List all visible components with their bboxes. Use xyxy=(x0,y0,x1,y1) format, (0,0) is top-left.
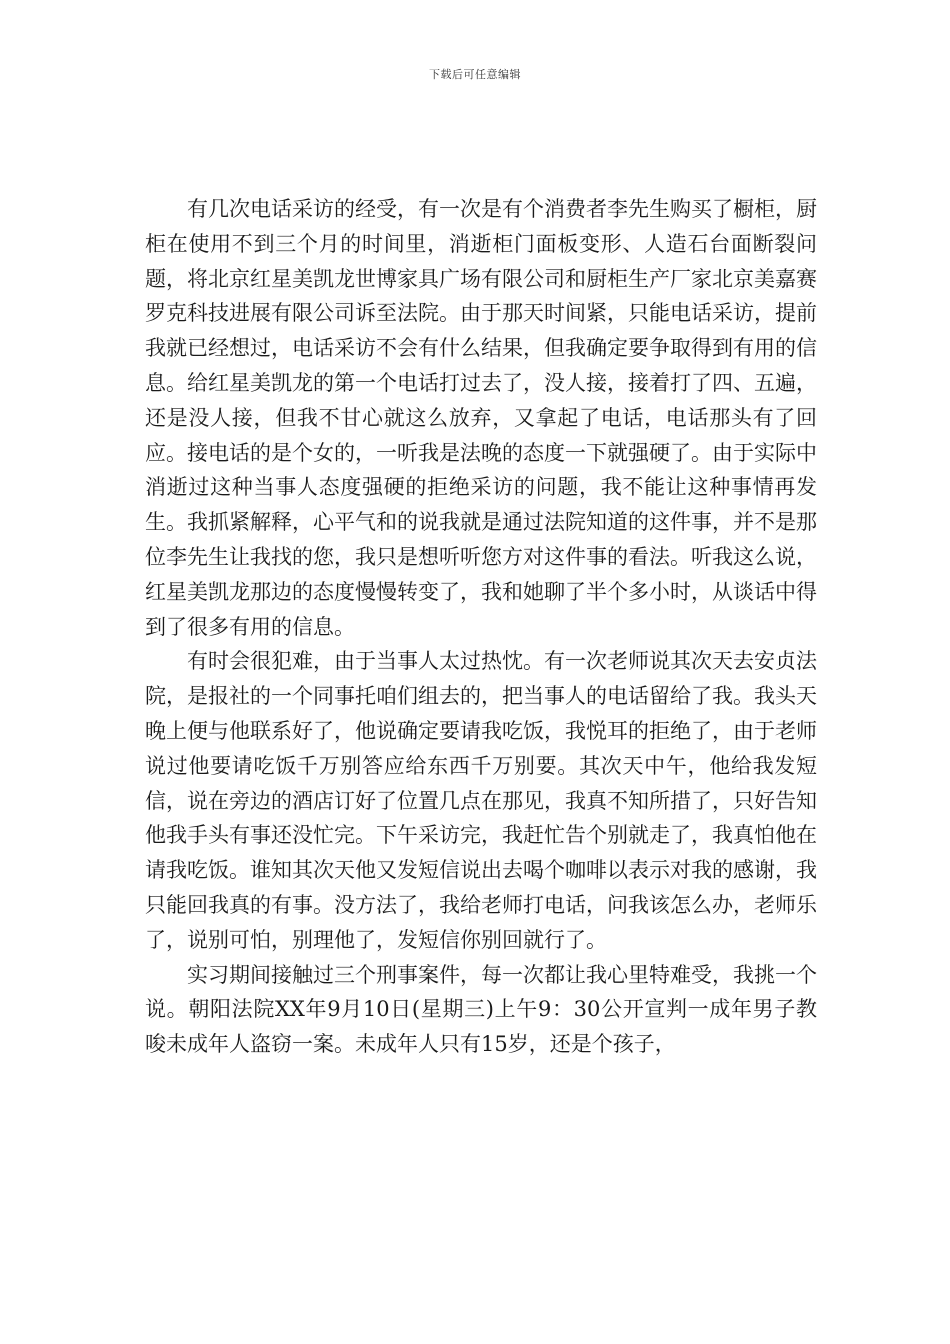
paragraph-enthusiastic-party: 有时会很犯难，由于当事人太过热忱。有一次老师说其次天去安贞法院，是报社的一个同事托咱们组去的，把当事人的电话留给了我。我头天晚上便与他联系好了，他说确定要请我吃饭，我悦耳的拒绝了，由于老师说过他要请吃饭千万别答应给东西千万别要。其次天中午，他给我发短信，说在旁边的酒店订好了位置几点在那见，我真不知所措了，只好告知他我手头有事还没忙完。下午采访完，我赶忙告个别就走了，我真怕他在请我吃饭。谁知其次天他又发短信说出去喝个咖啡以表示对我的感谢，我只能回我真的有事。没方法了，我给老师打电话，问我该怎么办，老师乐了，说别可怕，别理他了，发短信你别回就行了。 xyxy=(145,649,817,952)
page-header: 下载后可任意编辑 xyxy=(429,68,521,81)
document-body xyxy=(145,192,817,1062)
paragraph-phone-interview: 有几次电话采访的经受，有一次是有个消费者李先生购买了橱柜，厨柜在使用不到三个月的时间里，消逝柜门面板变形、人造石台面断裂问题，将北京红星美凯龙世博家具广场有限公司和厨柜生产厂家北京美嘉赛罗克科技进展有限公司诉至法院。由于那天时间紧，只能电话采访，提前我就已经想过，电话采访不会有什么结果，但我确定要争取得到有用的信息。给红星美凯龙的第一个电话打过去了，没人接，接着打了四、五遍，还是没人接，但我不甘心就这么放弃，又拿起了电话，电话那头有了回应。接电话的是个女的，一听我是法晚的态度一下就强硬了。由于实际中消逝过这种当事人态度强硬的拒绝采访的问题，我不能让这种事情再发生。我抓紧解释，心平气和的说我就是通过法院知道的这件事，并不是那位李先生让我找的您，我只是想听听您方对这件事的看法。听我这么说，红星美凯龙那边的态度慢慢转变了，我和她聊了半个多小时，从谈话中得到了很多有用的信息。 xyxy=(145,197,817,639)
paragraph-criminal-cases: 实习期间接触过三个刑事案件，每一次都让我心里特难受，我挑一个说。朝阳法院XX年9月10日(星期三)上午9：30公开宣判一成年男子教唆未成年人盗窃一案。未成年人只有15岁，还是个孩子， xyxy=(145,962,817,1057)
